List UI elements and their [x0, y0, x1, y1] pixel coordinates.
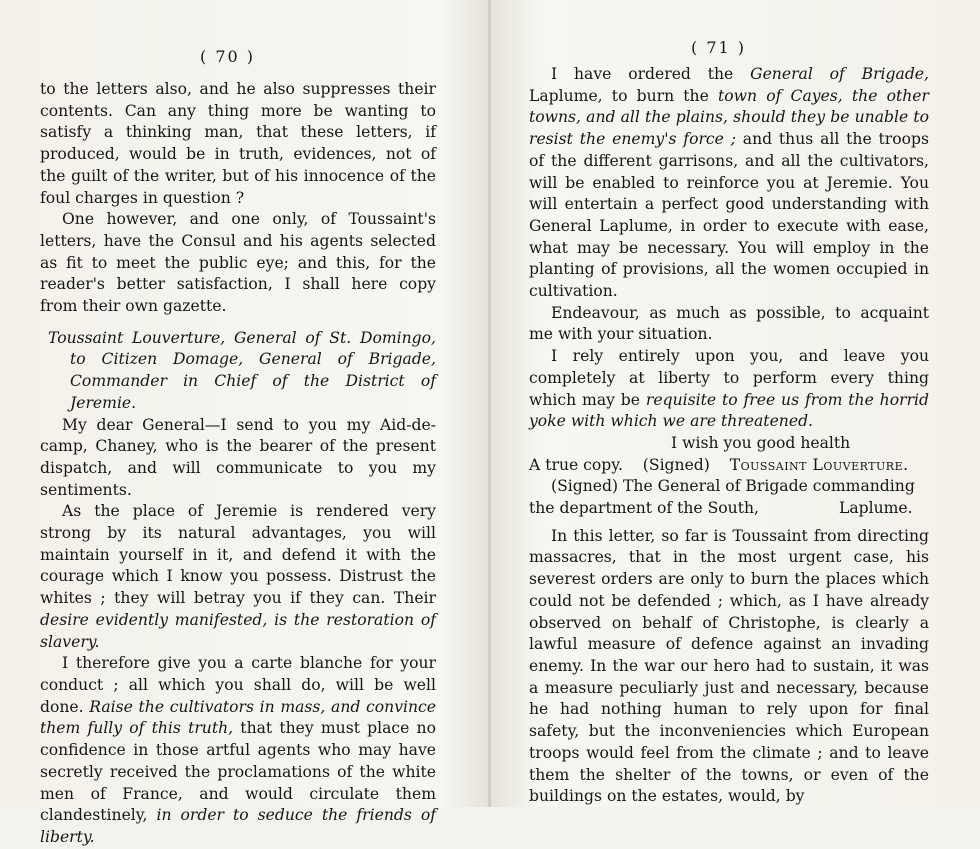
true-copy-label: A true copy. [529, 455, 623, 474]
right-page-text [529, 64, 929, 808]
signature-laplume: Laplume. [838, 499, 913, 518]
right-para-3-text: I rely entirely upon you, and leave you completely at liberty to perform every thing which may be [529, 347, 929, 409]
letter-salutation: Toussaint Louverture, General of St. Domingo, to Citizen Domage, General of Brigade, Commander in Chief of the District of Jeremie. [48, 328, 436, 412]
right-para-1-text-c: and thus all the troops of the different garrisons, and all the cultivators, will be enabled to reinforce you at Jeremie. You will entertain a perfect good understanding with General Laplume, in order to execute with ease, what may be necessary. You will employ in the planting of provisions, all the women occupied in cultivation. [529, 130, 929, 301]
left-para-5 [40, 653, 436, 848]
right-para-3-italic: requisite to free us from the horrid yoke with which we are threatened. [529, 390, 929, 431]
right-para-2: Endeavour, as much as possible, to acquaint me with your situation. [529, 303, 929, 344]
left-para-2: One however, and one only, of Toussaint's letters, have the Consul and his agents selected as fit to meet the public eye; and this, for the reader's better satisfaction, I shall here copy from their own gazette. [40, 210, 436, 316]
right-para-1-italic-1: General of Brigade, [750, 65, 929, 83]
left-para-4-italic: desire evidently manifested, is the restoration of slavery. [40, 610, 436, 651]
page-number-right: ( 71 ) [691, 38, 747, 57]
letter-closing: I wish you good health [671, 433, 851, 452]
signature-toussaint: Toussaint Louverture. [729, 455, 909, 474]
left-page-text [40, 79, 436, 849]
page-number-left: ( 70 ) [200, 47, 256, 66]
right-para-1 [529, 64, 929, 303]
left-para-4-text: As the place of Jeremie is rendered very strong by its natural advantages, you will maintain yourself in it, and defend it with the courage which I know you possess. Distrust the whites ; they will betray you if they can. Their [40, 502, 436, 608]
left-para-5-italic-1: Raise the cultivators in mass, and convince them fully of this truth, [40, 697, 436, 738]
right-para-1-text-b: Laplume, to burn the [529, 86, 718, 105]
signed-label-1: (Signed) [642, 455, 710, 474]
department-line [529, 498, 929, 520]
left-para-3: My dear General—I send to you my Aid-de-camp, Chaney, who is the bearer of the present dispatch, and will communicate to you my sentiments. [40, 415, 436, 499]
left-page [0, 0, 488, 846]
signed-brigade-line: (Signed) The General of Brigade commanding [551, 477, 915, 496]
right-para-3 [529, 346, 929, 433]
right-para-4: In this letter, so far is Toussaint from directing massacres, that in the most urgent case, his severest orders are only to burn the places which could not be defended ; which, as I have already observed on behalf of Christophe, is clearly a lawful measure of defence against an invading enemy. In the war our hero had to sustain, it was a measure peculiarly just and necessary, because he had nothing human to rely upon for final safety, but the inconveniencies which European troops would feel from the climate ; and to leave them the shelter of the towns, or even of the buildings on the estates, would, by [529, 526, 929, 806]
right-para-1-italic-2: town of Cayes, the other towns, and all the plains, should they be unable to resist the enemy's force ; [529, 86, 929, 149]
left-para-4 [40, 501, 436, 653]
true-copy-line [529, 455, 929, 477]
department-text: the department of the South, [529, 499, 759, 518]
left-para-5-text-b: that they must place no confidence in those artful agents who may have secretly received the proclamations of the white men of France, and would circulate them clandestinely, [40, 719, 436, 825]
right-para-1-text-a: I have ordered the [551, 65, 751, 83]
left-para-1: to the letters also, and he also suppresses their contents. Can any thing more be wanting to satisfy a thinking man, that these letters, if produced, would be in truth, evidences, not of the guilt of the writer, but of his innocence of the foul charges in question ? [40, 80, 436, 207]
left-para-5-italic-2: in order to seduce the friends of liberty. [40, 806, 437, 846]
left-para-5-text-a: I therefore give you a carte blanche for your conduct ; all which you shall do, will be well done. [40, 654, 436, 716]
right-page [491, 0, 980, 807]
